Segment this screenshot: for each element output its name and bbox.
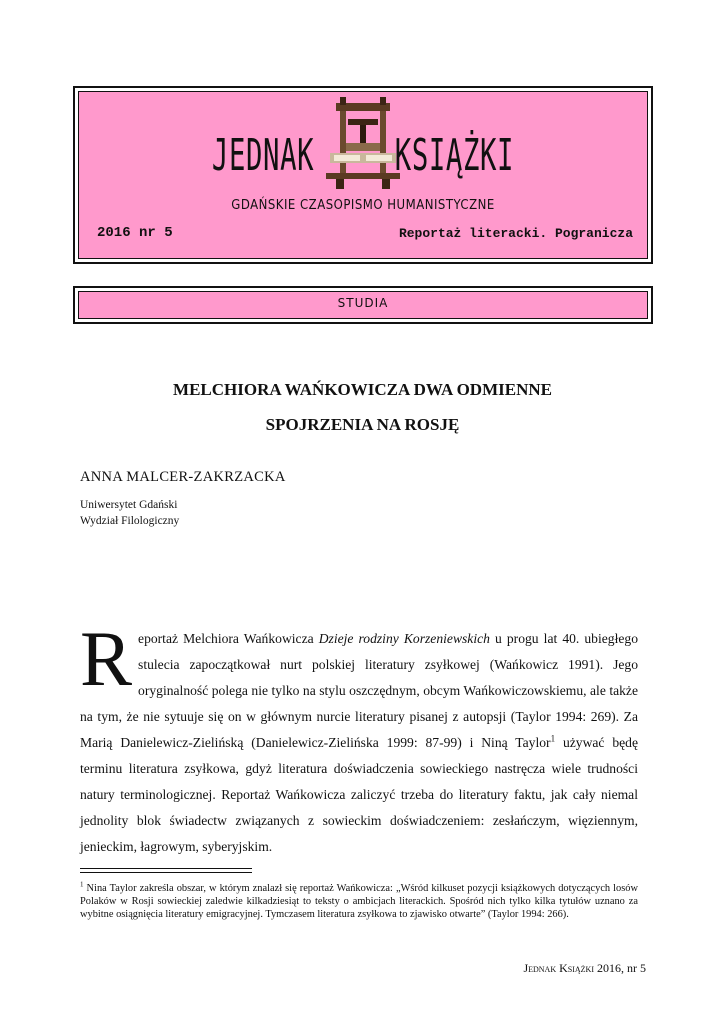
issue-theme: Reportaż literacki. Pogranicza bbox=[398, 226, 633, 241]
footer-journal: Jednak Książki bbox=[523, 961, 594, 975]
page-footer bbox=[523, 961, 646, 976]
article-title-line-1: MELCHIORA WAŃKOWICZA DWA ODMIENNE bbox=[173, 380, 552, 399]
article-title-line-2: SPOJRZENIA NA ROSJĘ bbox=[265, 415, 460, 434]
section-frame bbox=[73, 286, 653, 324]
paragraph-text-1: eportaż Melchiora Wańkowicza bbox=[138, 631, 319, 646]
book-title: Dzieje rodziny Korzeniewskich bbox=[318, 631, 490, 646]
footer-issue: 2016, nr 5 bbox=[597, 961, 646, 975]
masthead-panel bbox=[78, 91, 648, 259]
footnote-text: Nina Taylor zakreśla obszar, w którym znalazł się reportaż Wańkowicza: „Wśród kilkuset pozycji książkowych dotyczących losów Polaków w Rosji sowieckiej zaledwie kilkadziesiąt to teksty o ambicjach literackich. Spośród nich tylko kilka tytułów uznano za wybitne osiągnięcia literatury emigracyjnej. Tymczasem literatura zsyłkowa to zjawisko otwarte” (Taylor 1994: 266). bbox=[80, 883, 638, 920]
journal-title-left: JEDNAK bbox=[211, 130, 315, 181]
paragraph-text-2: u progu lat 40. ubiegłego stulecia zapoczątkował nurt polskiej literatury zsyłkowej (Wańkowicz 1991). Jego oryginalność polega nie tylko na stylu oszczędnym, obcym Wańkowiczowskiemu, ale także na tym, że nie sytuuje się on w głównym nurcie literatury pisanej z autopsji (Taylor 1994: 269). Za Marią Danielewicz-Zielińską (Danielewicz-Zielińska 1999: 87-99) i Niną Taylor bbox=[80, 631, 638, 750]
section-label: STUDIA bbox=[337, 296, 389, 310]
issue-number: 2016 nr 5 bbox=[97, 225, 173, 241]
footnote-marker: 1 bbox=[80, 880, 84, 889]
affiliation-faculty: Wydział Filologiczny bbox=[80, 515, 180, 527]
footnote-divider bbox=[80, 868, 252, 873]
drop-cap: R bbox=[80, 615, 133, 702]
journal-subtitle: GDAŃSKIE CZASOPISMO HUMANISTYCZNE bbox=[231, 198, 495, 213]
paragraph-text-3: używać będę terminu literatura zsyłkowa, gdyż literatura doświadczenia sowieckiego nastręcza wiele trudności natury terminologicznej. Reportaż Wańkowicza zaliczyć trzeba do literatury faktu, jak cały niemal jednolity blok świadectw związanych z sowieckim doświadczeniem: zesłańczym, więziennym, jenieckim, łagrowym, syberyjskim. bbox=[80, 735, 638, 854]
section-panel bbox=[78, 291, 648, 319]
article-body bbox=[80, 615, 638, 860]
masthead-frame bbox=[73, 86, 653, 264]
author-affiliation bbox=[80, 497, 179, 529]
article-title bbox=[80, 372, 645, 442]
footnote-reference[interactable]: 1 bbox=[550, 733, 556, 744]
affiliation-university: Uniwersytet Gdański bbox=[80, 499, 178, 511]
journal-title bbox=[187, 130, 539, 181]
journal-title-right: KSIĄŻKI bbox=[394, 130, 515, 181]
article-author: ANNA MALCER-ZAKRZACKA bbox=[80, 469, 286, 485]
footnote bbox=[80, 882, 638, 921]
